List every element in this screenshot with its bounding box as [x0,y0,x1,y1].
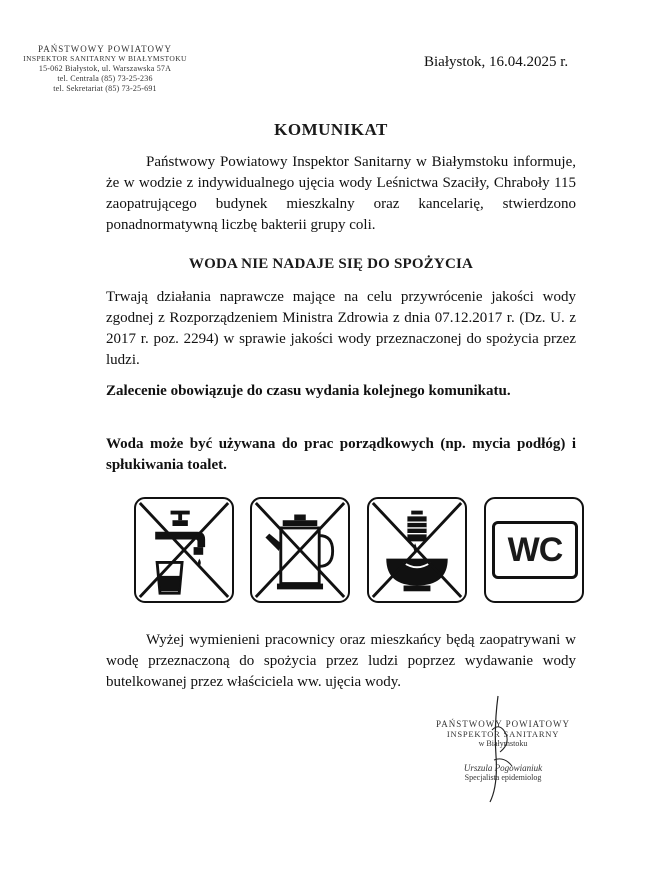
stamp-line: INSPEKTOR SANITARNY W BIAŁYMSTOKU [23,54,187,63]
warning-heading: WODA NIE NADAJE SIĘ DO SPOŻYCIA [188,256,474,272]
paragraph-recommendation: Zalecenie obowiązuje do czasu wydania kolejnego komunikatu. [106,383,511,399]
stamp-line: INSPEKTOR SANITARNY [446,729,560,739]
header-stamp [20,44,190,94]
wc-label: WC [492,521,578,579]
wc-icon [484,497,584,603]
stamp-phone: tel. Centrala (85) 73-25-236 [57,74,153,83]
official-stamp [418,719,588,783]
stamp-line: w Białymstoku [478,739,528,748]
paragraph-permitted-use: Woda może być używana do prac porządkowych (np. mycia podłóg) i spłukiwania toalet. [106,436,576,473]
stamp-signatory-name: Urszula Pogowianiuk [463,763,543,773]
stamp-phone: tel. Sekretariat (85) 73-25-691 [53,84,157,93]
document-title: KOMUNIKAT [274,120,388,139]
no-kettle-icon [250,497,350,603]
stamp-line: PAŃSTWOWY POWIATOWY [38,44,172,54]
paragraph-repairs [106,287,576,371]
stamp-line: PAŃSTWOWY POWIATOWY [436,719,570,729]
document-date: Białystok, 16.04.2025 r. [424,54,569,70]
no-drinking-tap-icon [134,497,234,603]
paragraph-text: Państwowy Powiatowy Inspektor Sanitarny w Białymstoku informuje, że w wodzie z indywidualnego ujęcia wody Leśnictwa Szaciły, Chraboły 115 zaopatrującego budynek mieszkalny oraz kancelarię, stwierdzono ponadnormatywną liczbę bakterii grupy coli. [106,154,576,233]
paragraph-text: Trwają działania naprawcze mające na celu przywrócenie jakości wody zgodnej z Rozporządzeniem Ministra Zdrowia z dnia 07.12.2017 r. (Dz. U. z 2017 r. poz. 2294) w sprawie jakości wody przeznaczonej do spożycia przez ludzi. [106,289,576,368]
pictogram-row [134,497,580,609]
paragraph-announcement [106,152,576,236]
paragraph-supply [106,630,576,693]
stamp-signatory-role: Specjalista epidemiolog [464,773,542,782]
stamp-address: 15-062 Białystok, ul. Warszawska 57A [38,64,172,73]
paragraph-text: Wyżej wymienieni pracownicy oraz mieszkańcy będą zaopatrywani w wodę przeznaczoną do spożycia przez ludzi poprzez wydawanie wody butelkowanej przez właściciela ww. ujęcia wody. [106,632,576,690]
no-washing-icon [367,497,467,603]
